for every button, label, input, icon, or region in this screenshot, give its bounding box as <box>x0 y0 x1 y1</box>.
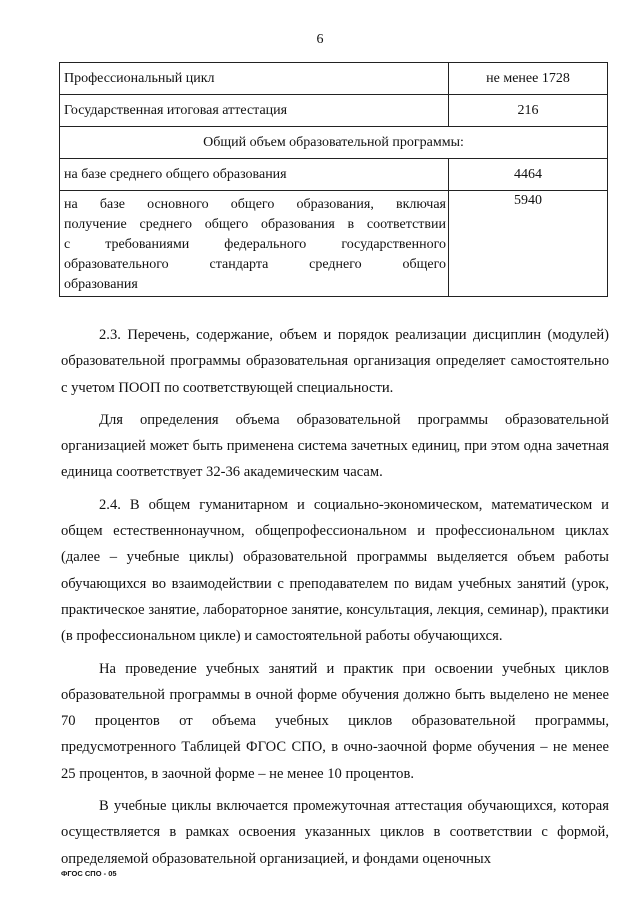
table-row <box>60 159 608 191</box>
table-cell-name: Профессиональный цикл <box>60 63 449 95</box>
table-cell-value: 216 <box>449 95 608 127</box>
paragraph: На проведение учебных занятий и практик при освоении учебных циклов образовательной программы в очной форме обучения должно быть выделено не менее 70 процентов от объема учебных циклов образовательной программы, предусмотренного Таблицей ФГОС СПО, в очно-заочной форме обучения – не менее 25 процентов, в заочной форме – не менее 10 процентов. <box>61 660 609 782</box>
page-footer: ФГОС СПО - 05 <box>61 869 117 878</box>
table-row <box>60 95 608 127</box>
paragraph: 2.4. В общем гуманитарном и социально-экономическом, математическом и общем естественнонаучном, общепрофессиональном и профессиональном циклах (далее – учебные циклы) образовательной программы выделяется объем работы обучающихся во взаимодействии с преподавателем по видам учебных занятий (урок, практическое занятие, лабораторное занятие, консультация, лекция, семинар), практики (в профессиональном цикле) и самостоятельной работы обучающихся. <box>61 496 609 645</box>
table-cell-line: на базе основного общего образования, включая <box>64 197 446 212</box>
paragraph: 2.3. Перечень, содержание, объем и порядок реализации дисциплин (модулей) образовательной программы образовательная организация определяет самостоятельно с учетом ПООП по соответствующей специальности. <box>61 327 609 396</box>
table-section-header-row <box>60 127 608 159</box>
table-cell-line: образовательного стандарта среднего общего <box>64 257 446 272</box>
table-cell-value: 5940 <box>449 191 608 297</box>
table-cell-name: Государственная итоговая аттестация <box>60 95 449 127</box>
table-cell-name: на базе среднего общего образования <box>60 159 449 191</box>
table-cell-value: не менее 1728 <box>449 63 608 95</box>
paragraph: Для определения объема образовательной программы образовательной организацией может быть применена система зачетных единиц, при этом одна зачетная единица соответствует 32-36 академическим часам. <box>61 411 609 481</box>
table-row <box>60 63 608 95</box>
program-volume-table <box>59 62 608 297</box>
table-row <box>60 191 608 297</box>
table-cell-line: с требованиями федерального государственного <box>64 237 446 252</box>
table-cell-line: образования <box>64 277 138 292</box>
table-section-header: Общий объем образовательной программы: <box>60 127 608 159</box>
document-body <box>61 322 609 878</box>
paragraph: В учебные циклы включается промежуточная аттестация обучающихся, которая осуществляется в рамках освоения указанных циклов в соответствии с формой, определяемой образовательной организацией, и фондами оценочных <box>61 798 609 867</box>
table-cell-value: 4464 <box>449 159 608 191</box>
page-number: 6 <box>316 32 324 47</box>
table-cell-line: получение среднего общего образования в соответствии <box>64 217 446 232</box>
table-cell-name-multiline <box>60 191 449 297</box>
